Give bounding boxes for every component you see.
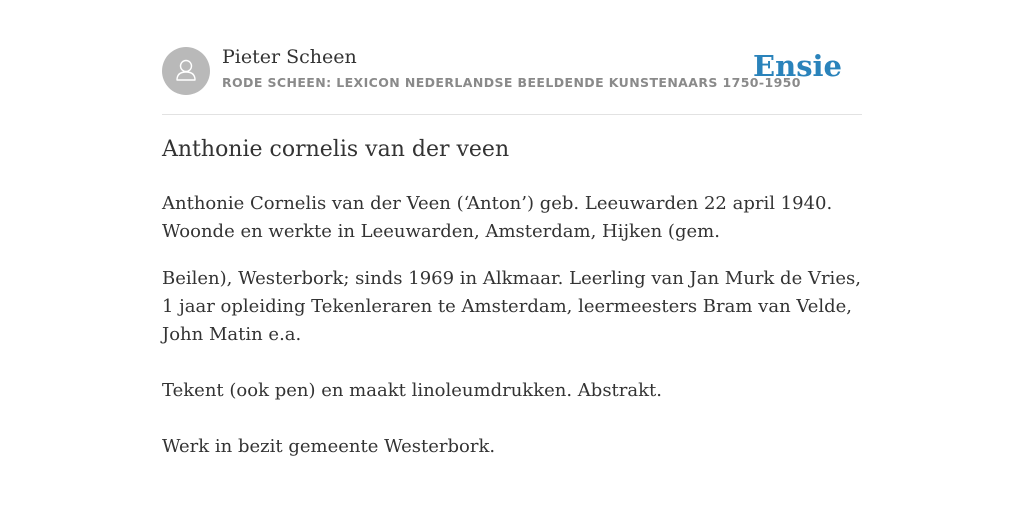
paragraph: Anthonie Cornelis van der Veen (‘Anton’) geb. Leeuwarden 22 april 1940. Woonde en werkte in Leeuwarden, Amsterdam, Hijken (gem. — [162, 193, 833, 242]
source-title[interactable]: RODE SCHEEN: LEXICON NEDERLANDSE BEELDENDE KUNSTENAARS 1750-1950 — [222, 75, 801, 90]
avatar[interactable] — [162, 47, 210, 95]
paragraph: Tekent (ook pen) en maakt linoleumdrukken. Abstrakt. — [162, 380, 662, 401]
paragraph: Beilen), Westerbork; sinds 1969 in Alkmaar. Leerling van Jan Murk de Vries, 1 jaar opleiding Tekenleraren te Amsterdam, leermeesters Bram van Velde, John Matin e.a. — [162, 268, 861, 345]
paragraph: Werk in bezit gemeente Westerbork. — [162, 436, 496, 457]
user-silhouette-icon — [162, 47, 210, 95]
article-body — [162, 190, 867, 461]
ensie-logo[interactable]: Ensie — [753, 49, 842, 83]
author-name[interactable]: Pieter Scheen — [222, 46, 357, 68]
entry-header — [162, 44, 862, 115]
page-title: Anthonie cornelis van der veen — [162, 137, 510, 162]
